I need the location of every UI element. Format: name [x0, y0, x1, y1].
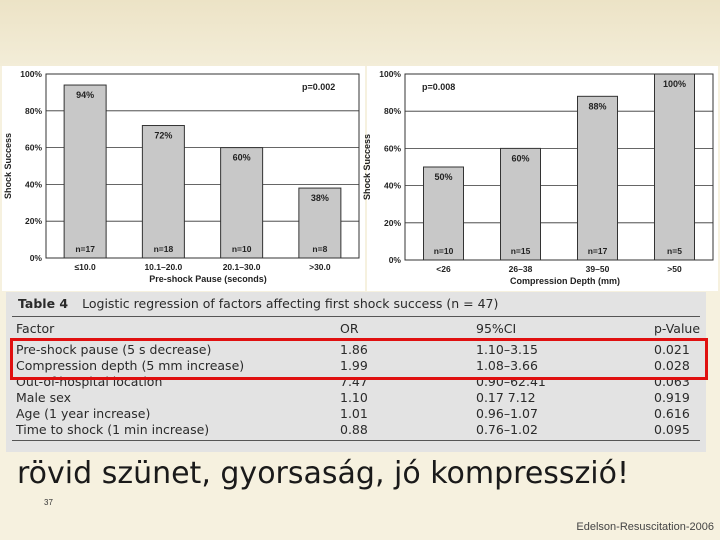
y-tick-label: 80% [24, 105, 42, 116]
y-tick-label: 0% [29, 253, 42, 263]
bar-value-label: 38% [310, 193, 329, 204]
bar-n-label: n=10 [231, 244, 252, 254]
table-rule-top [12, 316, 700, 317]
cell-p-value: 0.063 [654, 374, 690, 389]
y-tick-label: 40% [24, 179, 42, 190]
y-tick-label: 100% [379, 69, 401, 79]
cell-factor: Compression depth (5 mm increase) [16, 358, 245, 373]
x-tick-label: >30.0 [309, 262, 331, 272]
bar-value-label: 60% [232, 152, 251, 163]
table-header-row [6, 321, 706, 337]
x-tick-label: 26–38 [508, 264, 533, 274]
slide-number: 37 [44, 498, 53, 507]
bar-n-label: n=17 [75, 244, 95, 254]
bar [221, 148, 263, 258]
cell-factor: Time to shock (1 min increase) [16, 422, 210, 437]
y-axis-label: Shock Success [3, 132, 13, 200]
table-rule-bottom [12, 440, 700, 441]
bar [142, 126, 184, 258]
cell-p-value: 0.919 [654, 390, 690, 405]
bar-n-label: n=15 [510, 246, 531, 256]
bar-n-label: n=18 [153, 244, 174, 254]
table-number: Table 4 [18, 296, 69, 311]
cell-ci: 0.17 7.12 [476, 390, 536, 405]
header-ci: 95%CI [476, 321, 517, 336]
y-tick-label: 100% [20, 69, 42, 79]
cell-p-value: 0.028 [654, 358, 690, 373]
cell-factor: Male sex [16, 390, 71, 405]
bar [655, 74, 695, 260]
x-axis-label: Compression Depth (mm) [509, 276, 621, 286]
cell-or: 1.10 [340, 390, 368, 405]
y-axis-label: Shock Success [362, 133, 372, 201]
bar-value-label: 60% [511, 153, 530, 164]
y-tick-label: 20% [24, 216, 42, 227]
bar-value-label: 72% [154, 130, 173, 141]
x-tick-label: 10.1–20.0 [144, 262, 183, 272]
y-tick-label: 60% [383, 143, 401, 154]
bar-value-label: 50% [434, 172, 453, 182]
chart-compression-depth-svg [362, 66, 718, 291]
bar-n-label: n=5 [667, 246, 682, 256]
x-tick-label: >50 [667, 264, 682, 274]
cell-ci: 0.96–1.07 [476, 406, 538, 421]
highlight-box [10, 338, 708, 380]
bar-n-label: n=8 [312, 244, 328, 254]
cell-or: 1.01 [340, 406, 368, 421]
table-row [6, 390, 706, 406]
table-row [6, 422, 706, 438]
x-tick-label: ≤10.0 [74, 262, 96, 272]
x-tick-label: <26 [436, 264, 451, 274]
slide-caption: rövid szünet, gyorsaság, jó kompresszió! [17, 456, 630, 491]
header-or: OR [340, 321, 359, 336]
cell-factor: Pre-shock pause (5 s decrease) [16, 342, 212, 357]
table-caption: Logistic regression of factors affecting first shock success (n = 47) [82, 296, 499, 311]
cell-ci: 1.08–3.66 [476, 358, 538, 373]
source-credit: Edelson-Resuscitation-2006 [576, 521, 714, 533]
y-tick-label: 40% [383, 180, 401, 191]
x-tick-label: 20.1–30.0 [222, 262, 261, 272]
x-tick-label: 39–50 [585, 264, 610, 274]
header-factor: Factor [16, 321, 55, 336]
y-tick-label: 80% [383, 106, 401, 117]
bar-n-label: n=10 [433, 246, 454, 256]
header-p-value: p-Value [654, 321, 701, 336]
cell-p-value: 0.095 [654, 422, 690, 437]
p-value-label: p=0.002 [302, 82, 336, 92]
bar-value-label: 94% [76, 90, 95, 101]
y-tick-label: 0% [388, 255, 401, 265]
cell-ci: 0.90–62.41 [476, 374, 546, 389]
bar [501, 148, 541, 260]
cell-or: 0.88 [340, 422, 368, 437]
top-band [0, 0, 720, 66]
cell-or: 7.47 [340, 374, 368, 389]
cell-factor: Out-of-hospital location [16, 374, 163, 389]
bar [578, 96, 618, 260]
x-axis-label: Pre-shock Pause (seconds) [149, 274, 267, 284]
table-row [6, 406, 706, 422]
table-title [18, 296, 498, 311]
cell-ci: 0.76–1.02 [476, 422, 538, 437]
cell-p-value: 0.616 [654, 406, 690, 421]
bar [64, 85, 106, 258]
bar-value-label: 88% [588, 101, 607, 112]
cell-ci: 1.10–3.15 [476, 342, 538, 357]
cell-p-value: 0.021 [654, 342, 690, 357]
chart-preshock-pause [2, 66, 365, 291]
cell-or: 1.86 [340, 342, 368, 357]
p-value-label: p=0.008 [422, 82, 456, 92]
y-tick-label: 20% [383, 217, 401, 228]
chart-preshock-pause-svg [2, 66, 365, 291]
bar-value-label: 100% [662, 79, 687, 89]
chart-compression-depth [362, 66, 718, 291]
y-tick-label: 60% [24, 142, 42, 153]
cell-or: 1.99 [340, 358, 368, 373]
cell-factor: Age (1 year increase) [16, 406, 151, 421]
bar-n-label: n=17 [587, 246, 608, 256]
